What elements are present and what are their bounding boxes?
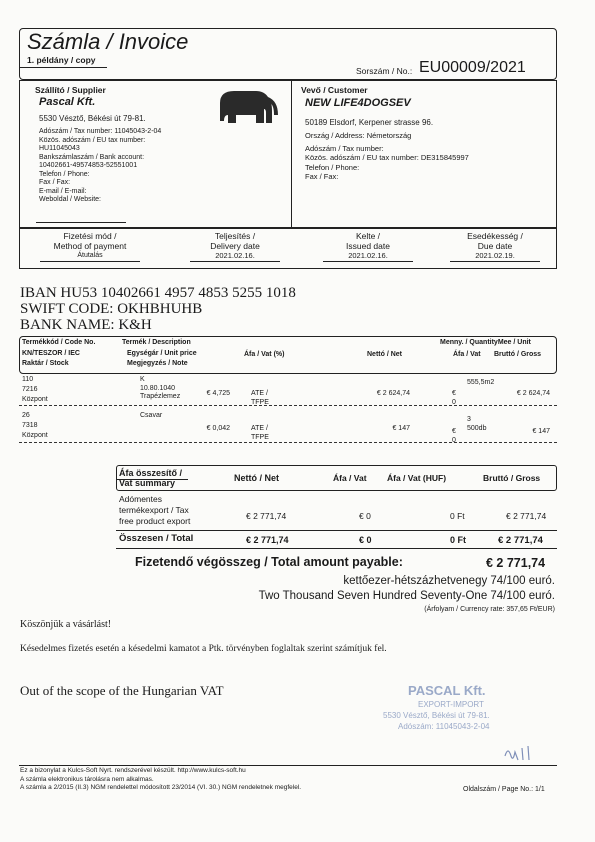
item-gross: € 2 624,74 bbox=[516, 390, 550, 397]
summary-vat-huf-header: Áfa / Vat (HUF) bbox=[387, 473, 447, 483]
issued-date-label: Kelte / bbox=[355, 231, 381, 241]
item-unit-price: € 0,042 bbox=[206, 425, 230, 432]
supplier-address: 5530 Vésztő, Békési út 79-81. bbox=[39, 114, 146, 123]
qty-column-header: Menny. / QuantityMee / Unit bbox=[440, 339, 531, 346]
elephant-logo-icon bbox=[214, 85, 282, 129]
customer-details bbox=[305, 131, 550, 182]
summary-total-label: Összesen / Total bbox=[119, 533, 194, 544]
footer-line: Ez a bizonylat a Kulcs-Soft Nyrt. rendszerével készült. http://www.kulcs-soft.hu bbox=[20, 767, 246, 774]
item-kn: 7216 bbox=[22, 386, 38, 393]
item-stock: Központ bbox=[22, 396, 48, 403]
gross-column-header: Bruttó / Gross bbox=[494, 351, 542, 358]
summary-total-bottom-line bbox=[116, 548, 557, 549]
issued-date-value: 2021.02.16. bbox=[348, 251, 388, 260]
parties-divider bbox=[291, 80, 292, 228]
customer-line: Adószám / Tax number: bbox=[305, 143, 384, 153]
item-net: € 147 bbox=[392, 425, 410, 432]
summary-vat-header: Áfa / Vat bbox=[333, 473, 367, 483]
company-stamp-address: 5530 Vésztő, Békési út 79-81. bbox=[383, 711, 490, 720]
net-column-header: Nettó / Net bbox=[367, 351, 402, 358]
item-qty: 555,5m2 bbox=[467, 379, 495, 386]
item-gross: € 147 bbox=[532, 428, 550, 435]
issued-date-cell bbox=[318, 231, 418, 260]
payable-amount: € 2 771,74 bbox=[486, 556, 546, 570]
code-header-line: KN/TESZOR / IEC bbox=[22, 349, 80, 357]
summary-total-top-line bbox=[116, 530, 557, 531]
supplier-line: E-mail / E-mail: bbox=[39, 187, 87, 195]
supplier-line: Adószám / Tax number: 11045043-2-04 bbox=[39, 128, 162, 135]
company-stamp-tax: Adószám: 11045043-2-04 bbox=[398, 722, 490, 731]
summary-row-gross: € 2 771,74 bbox=[506, 511, 547, 521]
due-date-cell bbox=[445, 231, 545, 260]
footer-top-line bbox=[19, 765, 557, 766]
due-date-label: Esedékesség / bbox=[467, 231, 523, 241]
vat-summary-heading-line: Vat summary bbox=[119, 478, 176, 488]
item-unit-price: € 4,725 bbox=[206, 390, 230, 397]
customer-line: Telefon / Phone: bbox=[305, 162, 360, 172]
currency-rate: (Árfolyam / Currency rate: 357,65 Ft/EUR) bbox=[424, 606, 555, 613]
supplier-line: Közös. adószám / EU tax number: bbox=[39, 136, 146, 144]
item-vat-pct: ATE / TFPE bbox=[251, 390, 269, 406]
footer-line: A számla a 2/2015 (II.3) NGM rendelettel módosított 23/2014 (VI. 30.) NGM rendeletnek megfelel. bbox=[20, 784, 302, 791]
signature-icon bbox=[502, 742, 538, 764]
payment-method-cell bbox=[30, 231, 150, 260]
summary-gross-header: Bruttó / Gross bbox=[483, 473, 541, 483]
summary-row-label bbox=[119, 494, 190, 527]
date-underline-2 bbox=[190, 261, 280, 262]
summary-total-vat-huf: 0 Ft bbox=[450, 535, 467, 545]
summary-row-label-line: free product export bbox=[119, 516, 191, 526]
date-underline-4 bbox=[450, 261, 540, 262]
code-column-header bbox=[22, 339, 95, 369]
row-separator bbox=[19, 405, 557, 406]
customer-line: Ország / Address: Németország bbox=[305, 131, 412, 140]
footer-text bbox=[20, 767, 301, 793]
thanks-note: Köszönjük a vásárlást! bbox=[20, 619, 112, 630]
serial-label: Sorszám / No.: bbox=[356, 66, 413, 76]
delivery-date-value: 2021.02.16. bbox=[215, 251, 255, 260]
summary-row-vat-huf: 0 Ft bbox=[450, 511, 465, 521]
supplier-line: HU11045043 bbox=[39, 145, 80, 152]
description-column-header bbox=[122, 339, 197, 369]
item-vat: € 0 bbox=[452, 390, 456, 406]
customer-heading: Vevő / Customer bbox=[301, 85, 368, 95]
row-separator bbox=[19, 442, 557, 443]
delivery-date-cell bbox=[185, 231, 285, 260]
company-stamp-sub: EXPORT-IMPORT bbox=[418, 700, 484, 709]
description-header-line: Megjegyzés / Note bbox=[127, 360, 188, 367]
due-date-label-en: Due date bbox=[477, 241, 513, 251]
bank-name-line: BANK NAME: K&H bbox=[20, 317, 152, 333]
supplier-line: Telefon / Phone: bbox=[39, 170, 90, 178]
payment-method-value: Átutalás bbox=[77, 252, 103, 259]
delivery-date-label-en: Delivery date bbox=[210, 241, 260, 251]
supplier-heading: Szállító / Supplier bbox=[35, 85, 106, 95]
serial-number: EU00009/2021 bbox=[419, 59, 526, 76]
footer-line: A számla elektronikus tárolásra nem alkalmas. bbox=[20, 775, 154, 783]
item-description: Csavar bbox=[140, 412, 163, 419]
supplier-details bbox=[39, 128, 279, 205]
vat-scope-note: Out of the scope of the Hungarian VAT bbox=[20, 683, 224, 698]
swift-line: SWIFT CODE: OKHBHUHB bbox=[20, 301, 203, 317]
item-description: K 10.80.1040 Trapézlemez bbox=[140, 376, 181, 400]
summary-row-net: € 2 771,74 bbox=[246, 511, 287, 521]
delivery-date-label: Teljesítés / bbox=[214, 231, 256, 241]
summary-total-net: € 2 771,74 bbox=[246, 535, 289, 545]
issued-date-label-en: Issued date bbox=[346, 241, 390, 251]
item-vat: € 0 bbox=[452, 428, 456, 444]
payment-method-label: Fizetési mód / bbox=[63, 231, 117, 241]
copy-underline bbox=[19, 67, 107, 68]
summary-row-label-line: termékexport / Tax bbox=[119, 505, 189, 515]
vat-summary-heading bbox=[119, 468, 182, 488]
date-underline-1 bbox=[40, 261, 140, 262]
item-vat-pct: ATE / TFPE bbox=[251, 425, 269, 441]
description-header-line: Egységár / Unit price bbox=[127, 349, 197, 357]
payable-words-en: Two Thousand Seven Hundred Seventy-One 74/100 euró. bbox=[258, 590, 555, 602]
summary-total-vat: € 0 bbox=[359, 535, 372, 545]
description-header-line: Termék / Description bbox=[122, 339, 191, 346]
due-date-value: 2021.02.19. bbox=[475, 251, 515, 260]
supplier-line: 10402661-49574853-52551001 bbox=[39, 162, 138, 169]
copy-label: 1. példány / copy bbox=[27, 55, 96, 65]
supplier-line: Fax / Fax: bbox=[39, 179, 71, 186]
customer-address: 50189 Elsdorf, Kerpener strasse 96. bbox=[305, 118, 434, 127]
supplier-line: Weboldal / Website: bbox=[39, 196, 101, 203]
payment-method-label-en: Method of payment bbox=[53, 241, 127, 251]
customer-line: Fax / Fax: bbox=[305, 172, 339, 181]
item-kn: 7318 bbox=[22, 422, 38, 429]
iban-line: IBAN HU53 10402661 4957 4853 5255 1018 bbox=[20, 285, 296, 301]
vat-summary-heading-line: Áfa összesítő / bbox=[119, 468, 183, 478]
item-code: 110 bbox=[22, 376, 34, 383]
customer-name: NEW LIFE4DOGSEV bbox=[305, 97, 411, 109]
late-payment-note: Késedelmes fizetés esetén a késedelmi kamatot a Ptk. törvényben foglaltak szerint számítjuk fel. bbox=[20, 644, 387, 654]
invoice-title: Számla / Invoice bbox=[27, 29, 189, 54]
summary-row-label-line: Adómentes bbox=[119, 494, 162, 504]
summary-net-header: Nettó / Net bbox=[234, 473, 279, 483]
vat-pct-column-header: Áfa / Vat (%) bbox=[244, 351, 285, 358]
code-header-line: Raktár / Stock bbox=[22, 360, 69, 367]
company-stamp-name: PASCAL Kft. bbox=[408, 683, 486, 698]
payable-label: Fizetendő végösszeg / Total amount payable: bbox=[135, 555, 403, 569]
supplier-name: Pascal Kft. bbox=[39, 96, 96, 108]
summary-total-gross: € 2 771,74 bbox=[498, 535, 543, 546]
item-code: 26 bbox=[22, 412, 30, 419]
item-stock: Központ bbox=[22, 432, 48, 439]
payable-words-hu: kettőezer-hétszázhetvenegy 74/100 euró. bbox=[343, 575, 555, 587]
item-net: € 2 624,74 bbox=[376, 390, 410, 397]
vat-summary-underline bbox=[116, 479, 188, 480]
page-number: Oldalszám / Page No.: 1/1 bbox=[463, 786, 545, 793]
vat-column-header: Áfa / Vat bbox=[453, 351, 481, 358]
customer-line: Közös. adószám / EU tax number: DE315845997 bbox=[305, 153, 469, 162]
summary-row-vat: € 0 bbox=[359, 511, 371, 521]
website-underline bbox=[36, 222, 126, 223]
supplier-line: Bankszámlaszám / Bank account: bbox=[39, 153, 145, 161]
code-header-line: Termékkód / Code No. bbox=[22, 339, 96, 346]
date-underline-3 bbox=[323, 261, 413, 262]
item-qty: 3 500db bbox=[467, 416, 487, 432]
